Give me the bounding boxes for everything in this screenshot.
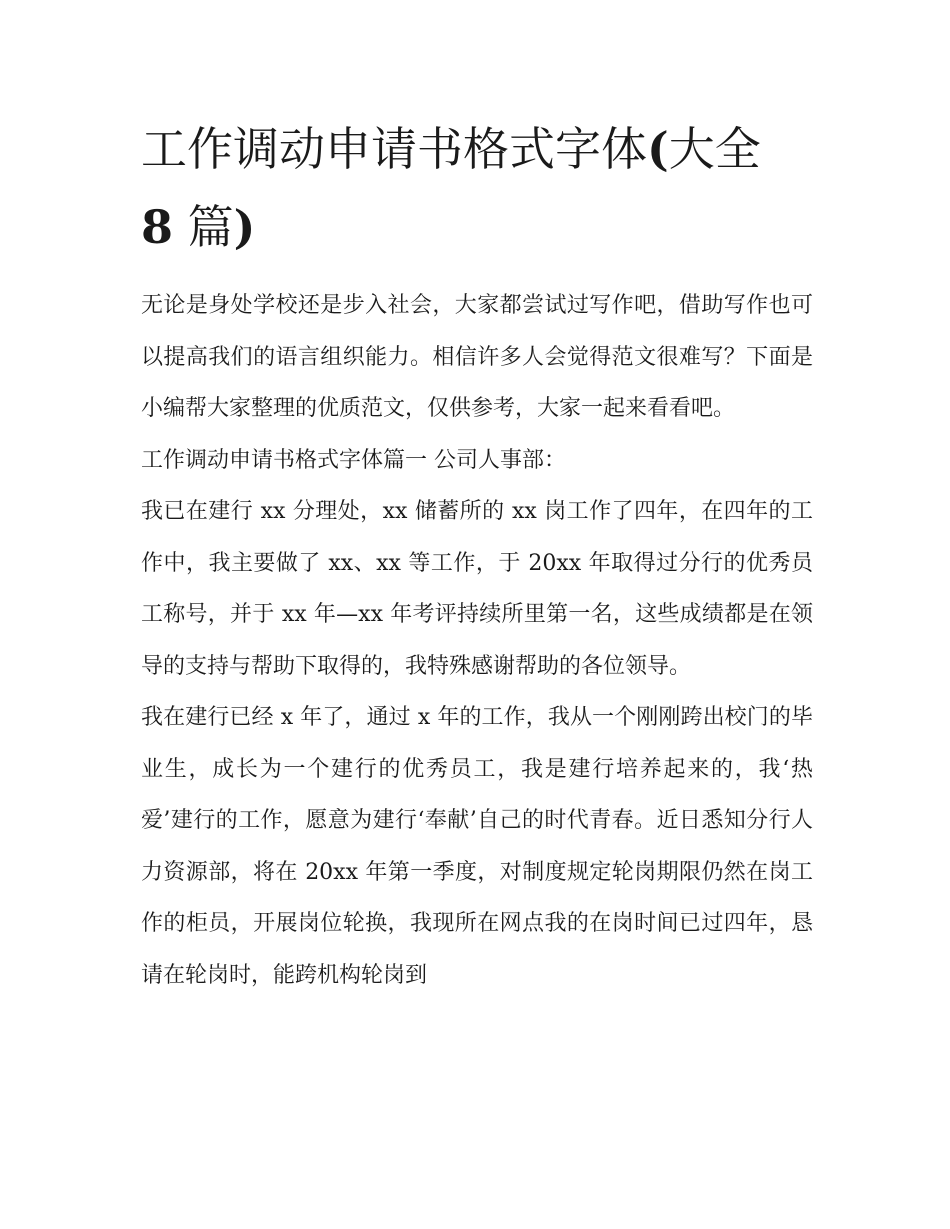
- title-paren-close: ): [233, 200, 256, 254]
- body-paragraph: 我已在建行 xx 分理处，xx 储蓄所的 xx 岗工作了四年，在四年的工作中，我主要做了 xx、xx 等工作，于 20xx 年取得过分行的优秀员工称号，并于 xx 年—xx 年考评持续所里第一名，这些成绩都是在领导的支持与帮助下取得的，我特殊感谢帮助的各位领导。: [141, 499, 813, 679]
- title-text: 工作调动申请书格式字体: [141, 122, 647, 176]
- section-heading-paragraph: 工作调动申请书格式字体篇一 公司人事部：: [141, 447, 566, 473]
- title-number: 8: [141, 200, 174, 254]
- document-title: [141, 110, 813, 266]
- body-paragraph: 我在建行已经 x 年了，通过 x 年的工作，我从一个刚刚跨出校门的毕业生，成长为一个建行的优秀员工，我是建行培养起来的，我‘热爱’建行的工作，愿意为建行‘奉献’自己的时代青春。近日悉知分行人力资源部，将在 20xx 年第一季度，对制度规定轮岗期限仍然在岗工作的柜员，开展岗位轮换，我现所在网点我的在岗时间已过四年，恳请在轮岗时，能跨机构轮岗到: [141, 705, 813, 988]
- title-text-3: 篇: [173, 200, 234, 254]
- document-body: [141, 110, 813, 1001]
- intro-paragraph: 无论是身处学校还是步入社会，大家都尝试过写作吧，借助写作也可以提高我们的语言组织能力。相信许多人会觉得范文很难写？下面是小编帮大家整理的优质范文，仅供参考，大家一起来看看吧。: [141, 293, 813, 421]
- title-text-2: 大全: [668, 122, 761, 176]
- title-paren-open: (: [647, 122, 669, 176]
